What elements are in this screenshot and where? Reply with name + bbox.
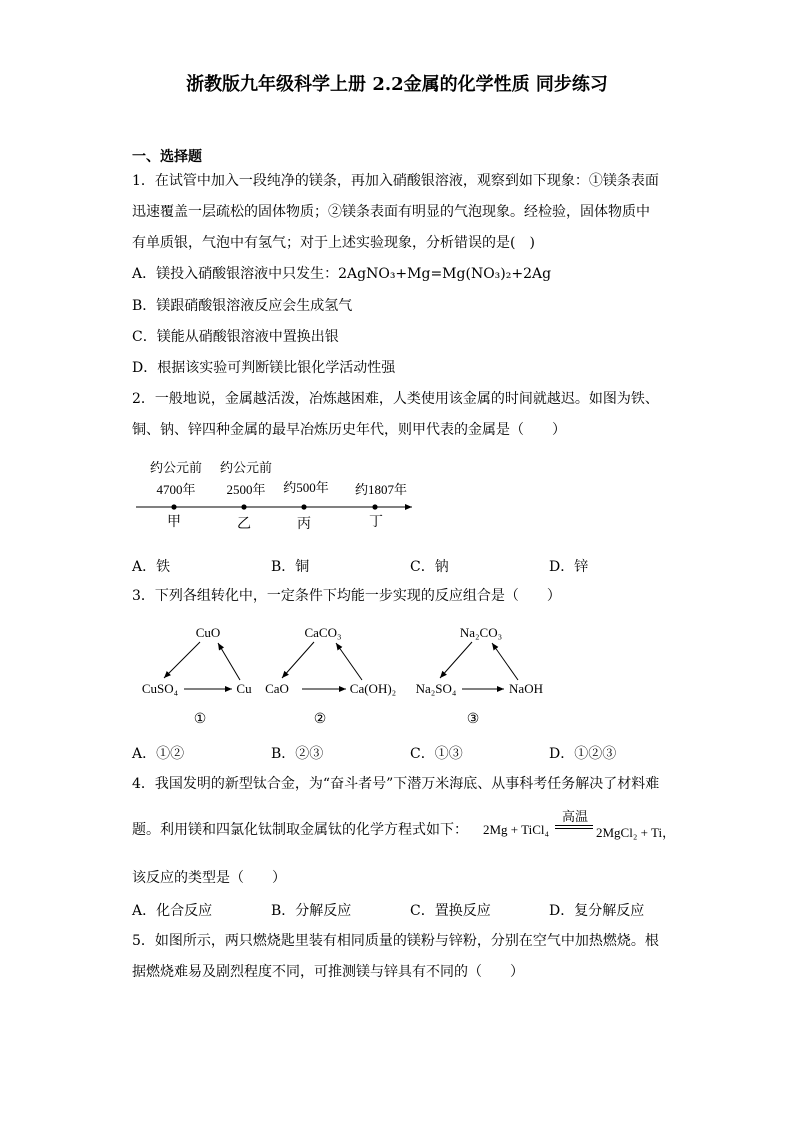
diagram-2-top: CaCO₃ (304, 625, 342, 640)
timeline-name-4: 丁 (369, 515, 383, 530)
timeline-point-4 (372, 504, 377, 509)
diagram-1-left: CuSO₄ (141, 681, 179, 696)
q3-text: 3．下列各组转化中，一定条件下均能一步实现的反应组合是（ ） (132, 588, 561, 604)
q4-option-a[interactable]: A．化合反应 (132, 903, 213, 919)
timeline-date-4: 约1807年 (354, 482, 408, 497)
q5-text-line-1: 5．如图所示，两只燃烧匙里装有相同质量的镁粉与锌粉，分别在空气中加热燃烧。根 (132, 933, 659, 949)
diagram-3-left: Na₂SO₄ (415, 681, 457, 696)
q3-option-b[interactable]: B．②③ (271, 746, 324, 762)
timeline-name-1: 甲 (167, 515, 181, 530)
q4-option-c[interactable]: C．置换反应 (410, 903, 491, 919)
timeline-date-2: 2500年 (226, 482, 266, 497)
q3-option-a[interactable]: A．①② (132, 746, 185, 762)
q1-option-a[interactable]: A．镁投入硝酸银溶液中只发生：2AgNO₃+Mg=Mg(NO₃)₂+2Ag (132, 266, 552, 282)
q1-option-c[interactable]: C．镁能从硝酸银溶液中置换出银 (132, 329, 339, 345)
q5-text-line-2: 据燃烧难易及剧烈程度不同，可推测镁与锌具有不同的（ ） (132, 964, 524, 980)
q4-equation-bar-top (555, 825, 593, 826)
q1-option-b[interactable]: B．镁跟硝酸银溶液反应会生成氢气 (132, 298, 353, 314)
q1-option-d[interactable]: D．根据该实验可判断镁比银化学活动性强 (132, 360, 396, 376)
diagram-3-right: NaOH (509, 681, 543, 696)
diagram-3-number: ③ (466, 712, 480, 727)
history-timeline (130, 456, 430, 534)
q3-option-d[interactable]: D．①②③ (549, 746, 617, 762)
q2-option-b[interactable]: B．铜 (271, 559, 310, 575)
q3-option-c[interactable]: C．①③ (410, 746, 463, 762)
q2-text-line-2: 铜、钠、锌四种金属的最早冶炼历史年代，则甲代表的金属是（ ） (132, 422, 566, 438)
timeline-point-3 (301, 504, 306, 509)
timeline-name-2: 乙 (237, 517, 251, 532)
section-heading: 一、选择题 (132, 149, 202, 165)
timeline-date-1: 4700年 (156, 482, 196, 497)
timeline-point-1 (171, 504, 176, 509)
timeline-name-3: 丙 (297, 517, 311, 532)
q2-option-d[interactable]: D．锌 (549, 559, 589, 575)
q4-equation-left: 2Mg + TiCl₄ (483, 822, 550, 837)
conversion-diagrams (130, 618, 560, 730)
q4-option-b[interactable]: B．分解反应 (271, 903, 352, 919)
diagram-1-number: ① (193, 712, 207, 727)
q2-text-line-1: 2．一般地说，金属越活泼，冶炼越困难，人类使用该金属的时间就越迟。如图为铁、 (132, 391, 659, 407)
page-title: 浙教版九年级科学上册 2.2金属的化学性质 同步练习 (186, 74, 608, 95)
diagram-3 (416, 625, 543, 727)
diagram-1 (142, 625, 252, 727)
timeline-point-2 (241, 504, 246, 509)
timeline-top-label-2: 约公元前 (219, 460, 273, 475)
q4-text-line-3: 该反应的类型是（ ） (132, 870, 286, 886)
diagram-2 (265, 625, 396, 727)
timeline-date-3: 约500年 (283, 480, 329, 495)
diagram-1-right: Cu (236, 681, 252, 696)
q1-text-line-3: 有单质银，气泡中有氢气；对于上述实验现象，分析错误的是( ) (132, 235, 535, 251)
q1-text-line-2: 迅速覆盖一层疏松的固体物质；②镁条表面有明显的气泡现象。经检验，固体物质中 (132, 204, 650, 220)
q4-equation-condition: 高温 (561, 810, 588, 825)
q4-text-line-2: 题。利用镁和四氯化钛制取金属钛的化学方程式如下： (132, 822, 468, 838)
diagram-1-top: CuO (195, 625, 221, 640)
q4-equation-bar-bottom (555, 828, 593, 829)
q2-option-c[interactable]: C．钠 (410, 559, 449, 575)
diagram-2-right: Ca(OH)₂ (349, 681, 397, 696)
diagram-2-number: ② (313, 712, 327, 727)
q4-text-line-1: 4．我国发明的新型钛合金，为“奋斗者号”下潜万米海底、从事科考任务解决了材料难 (132, 776, 660, 792)
q1-text-line-1: 1．在试管中加入一段纯净的镁条，再加入硝酸银溶液，观察到如下现象：①镁条表面 (132, 173, 659, 189)
diagram-2-left: CaO (265, 681, 289, 696)
diagram-3-top: Na₂CO₃ (459, 625, 503, 640)
timeline-top-label-1: 约公元前 (149, 460, 203, 475)
q2-option-a[interactable]: A．铁 (132, 559, 171, 575)
q4-option-d[interactable]: D．复分解反应 (549, 903, 645, 919)
q4-equation-right: 2MgCl₂ + Ti， (596, 825, 676, 840)
